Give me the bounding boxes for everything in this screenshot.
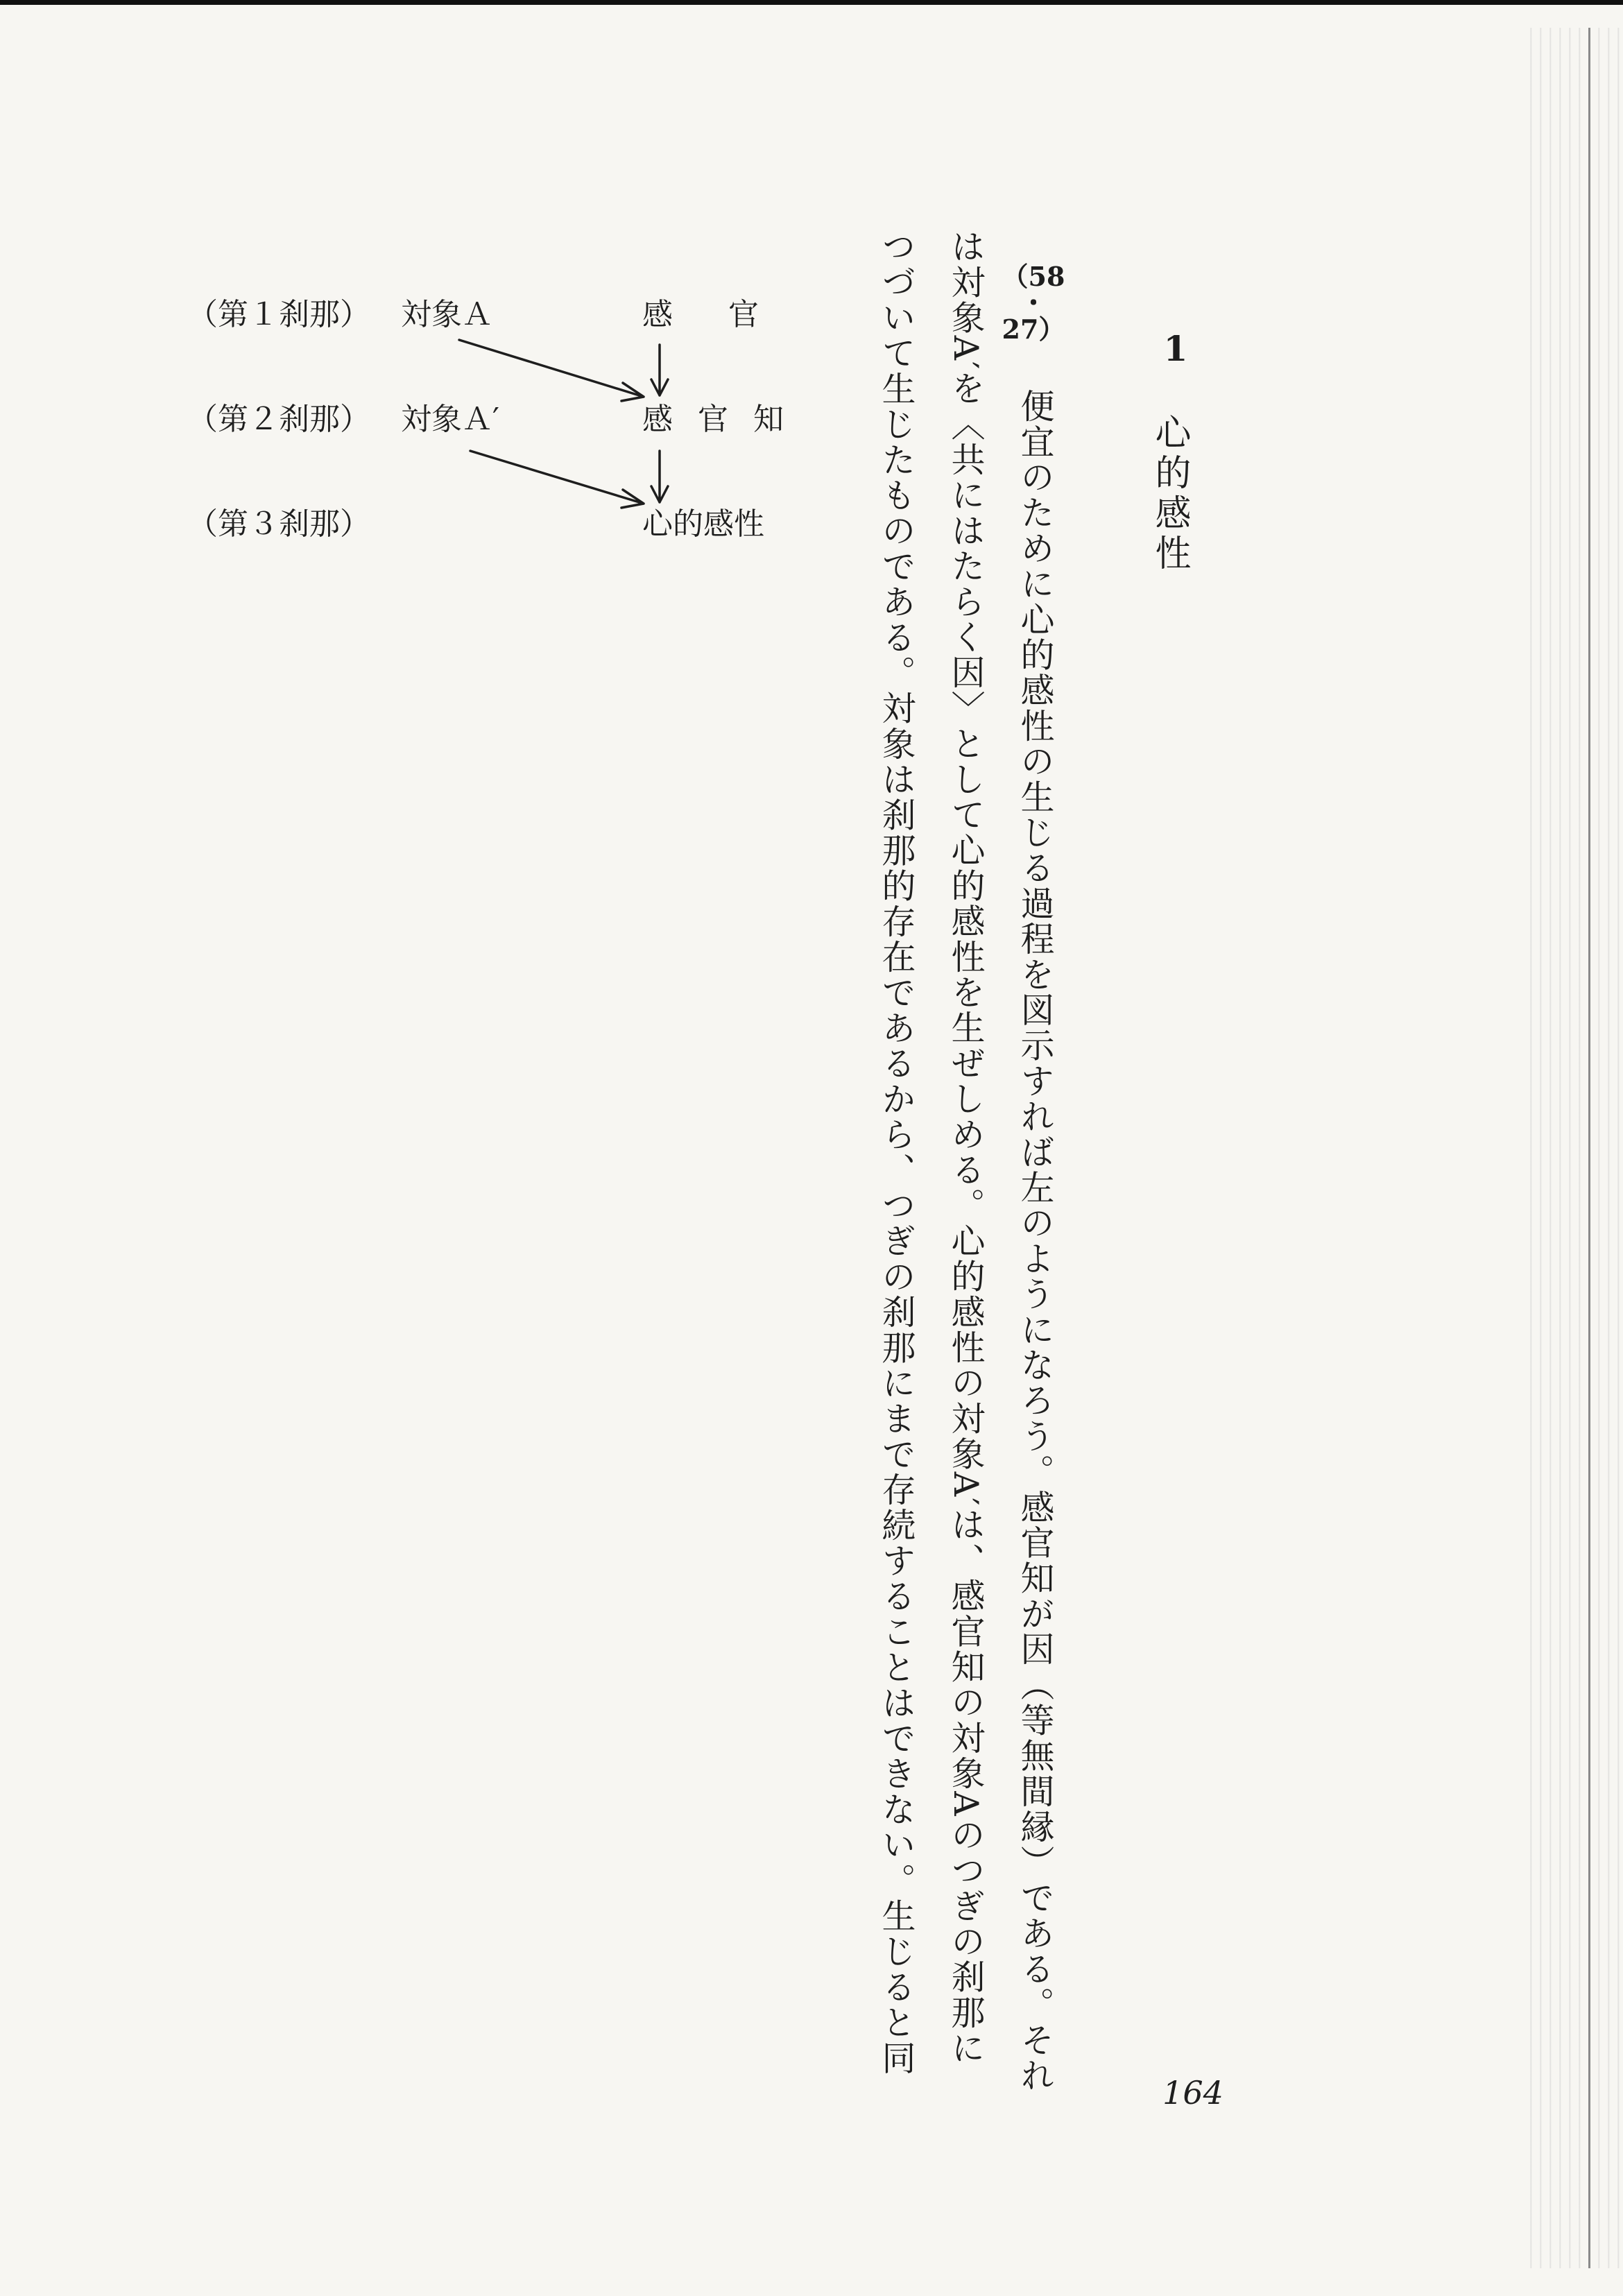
diagram-moment-3-label: （第３刹那） — [187, 506, 370, 542]
body-text-line-1: 便宜のために心的感性の生じる過程を図示すれば左のようになろう。感官知が因（等無間縁）である。それ — [1015, 388, 1055, 2093]
process-diagram — [0, 0, 832, 624]
section-number: 1 — [1163, 328, 1188, 369]
arrow-sense-knowledge-to-mental-sensibility — [651, 451, 668, 502]
arrow-object-a-prime-to-mental-sensibility — [470, 451, 644, 508]
diagram-moment-2-label: （第２刹那） — [187, 402, 370, 437]
scan-margin-shadow — [1522, 28, 1623, 2268]
body-text-line-3: つづいて生じたものである。対象は刹那的存在であるから、つぎの刹那にまで存続することはできない。生じると同 — [877, 229, 916, 2076]
arrow-object-a-to-sense-knowledge — [459, 340, 644, 401]
page-edge-line — [1588, 28, 1590, 2268]
reference-marker-close: 27） — [1002, 314, 1065, 345]
section-title: 心的感性 — [1149, 413, 1190, 574]
arrow-sense-organ-to-sense-knowledge — [651, 345, 668, 395]
page-number: 164 — [1162, 2074, 1223, 2111]
diagram-arrows — [0, 0, 832, 624]
diagram-object-a-prime: 対象Ａ′ — [401, 402, 499, 437]
diagram-sense-organ: 感官 — [642, 297, 814, 332]
diagram-object-a: 対象Ａ — [401, 297, 492, 332]
diagram-mental-sensibility: 心的感性 — [642, 506, 764, 542]
reference-marker — [999, 261, 1068, 345]
body-text-line-2: は対象A′を〈共にはたらく因〉として心的感性を生ぜしめる。心的感性の対象A′は、感官知の対象Aのつぎの刹那に — [946, 229, 986, 2066]
reference-marker-dot: ・ — [1020, 287, 1047, 318]
diagram-moment-1-label: （第１刹那） — [187, 297, 370, 332]
diagram-sense-knowledge: 感官知 — [642, 402, 809, 437]
reference-marker-open: （58 — [1002, 261, 1065, 292]
